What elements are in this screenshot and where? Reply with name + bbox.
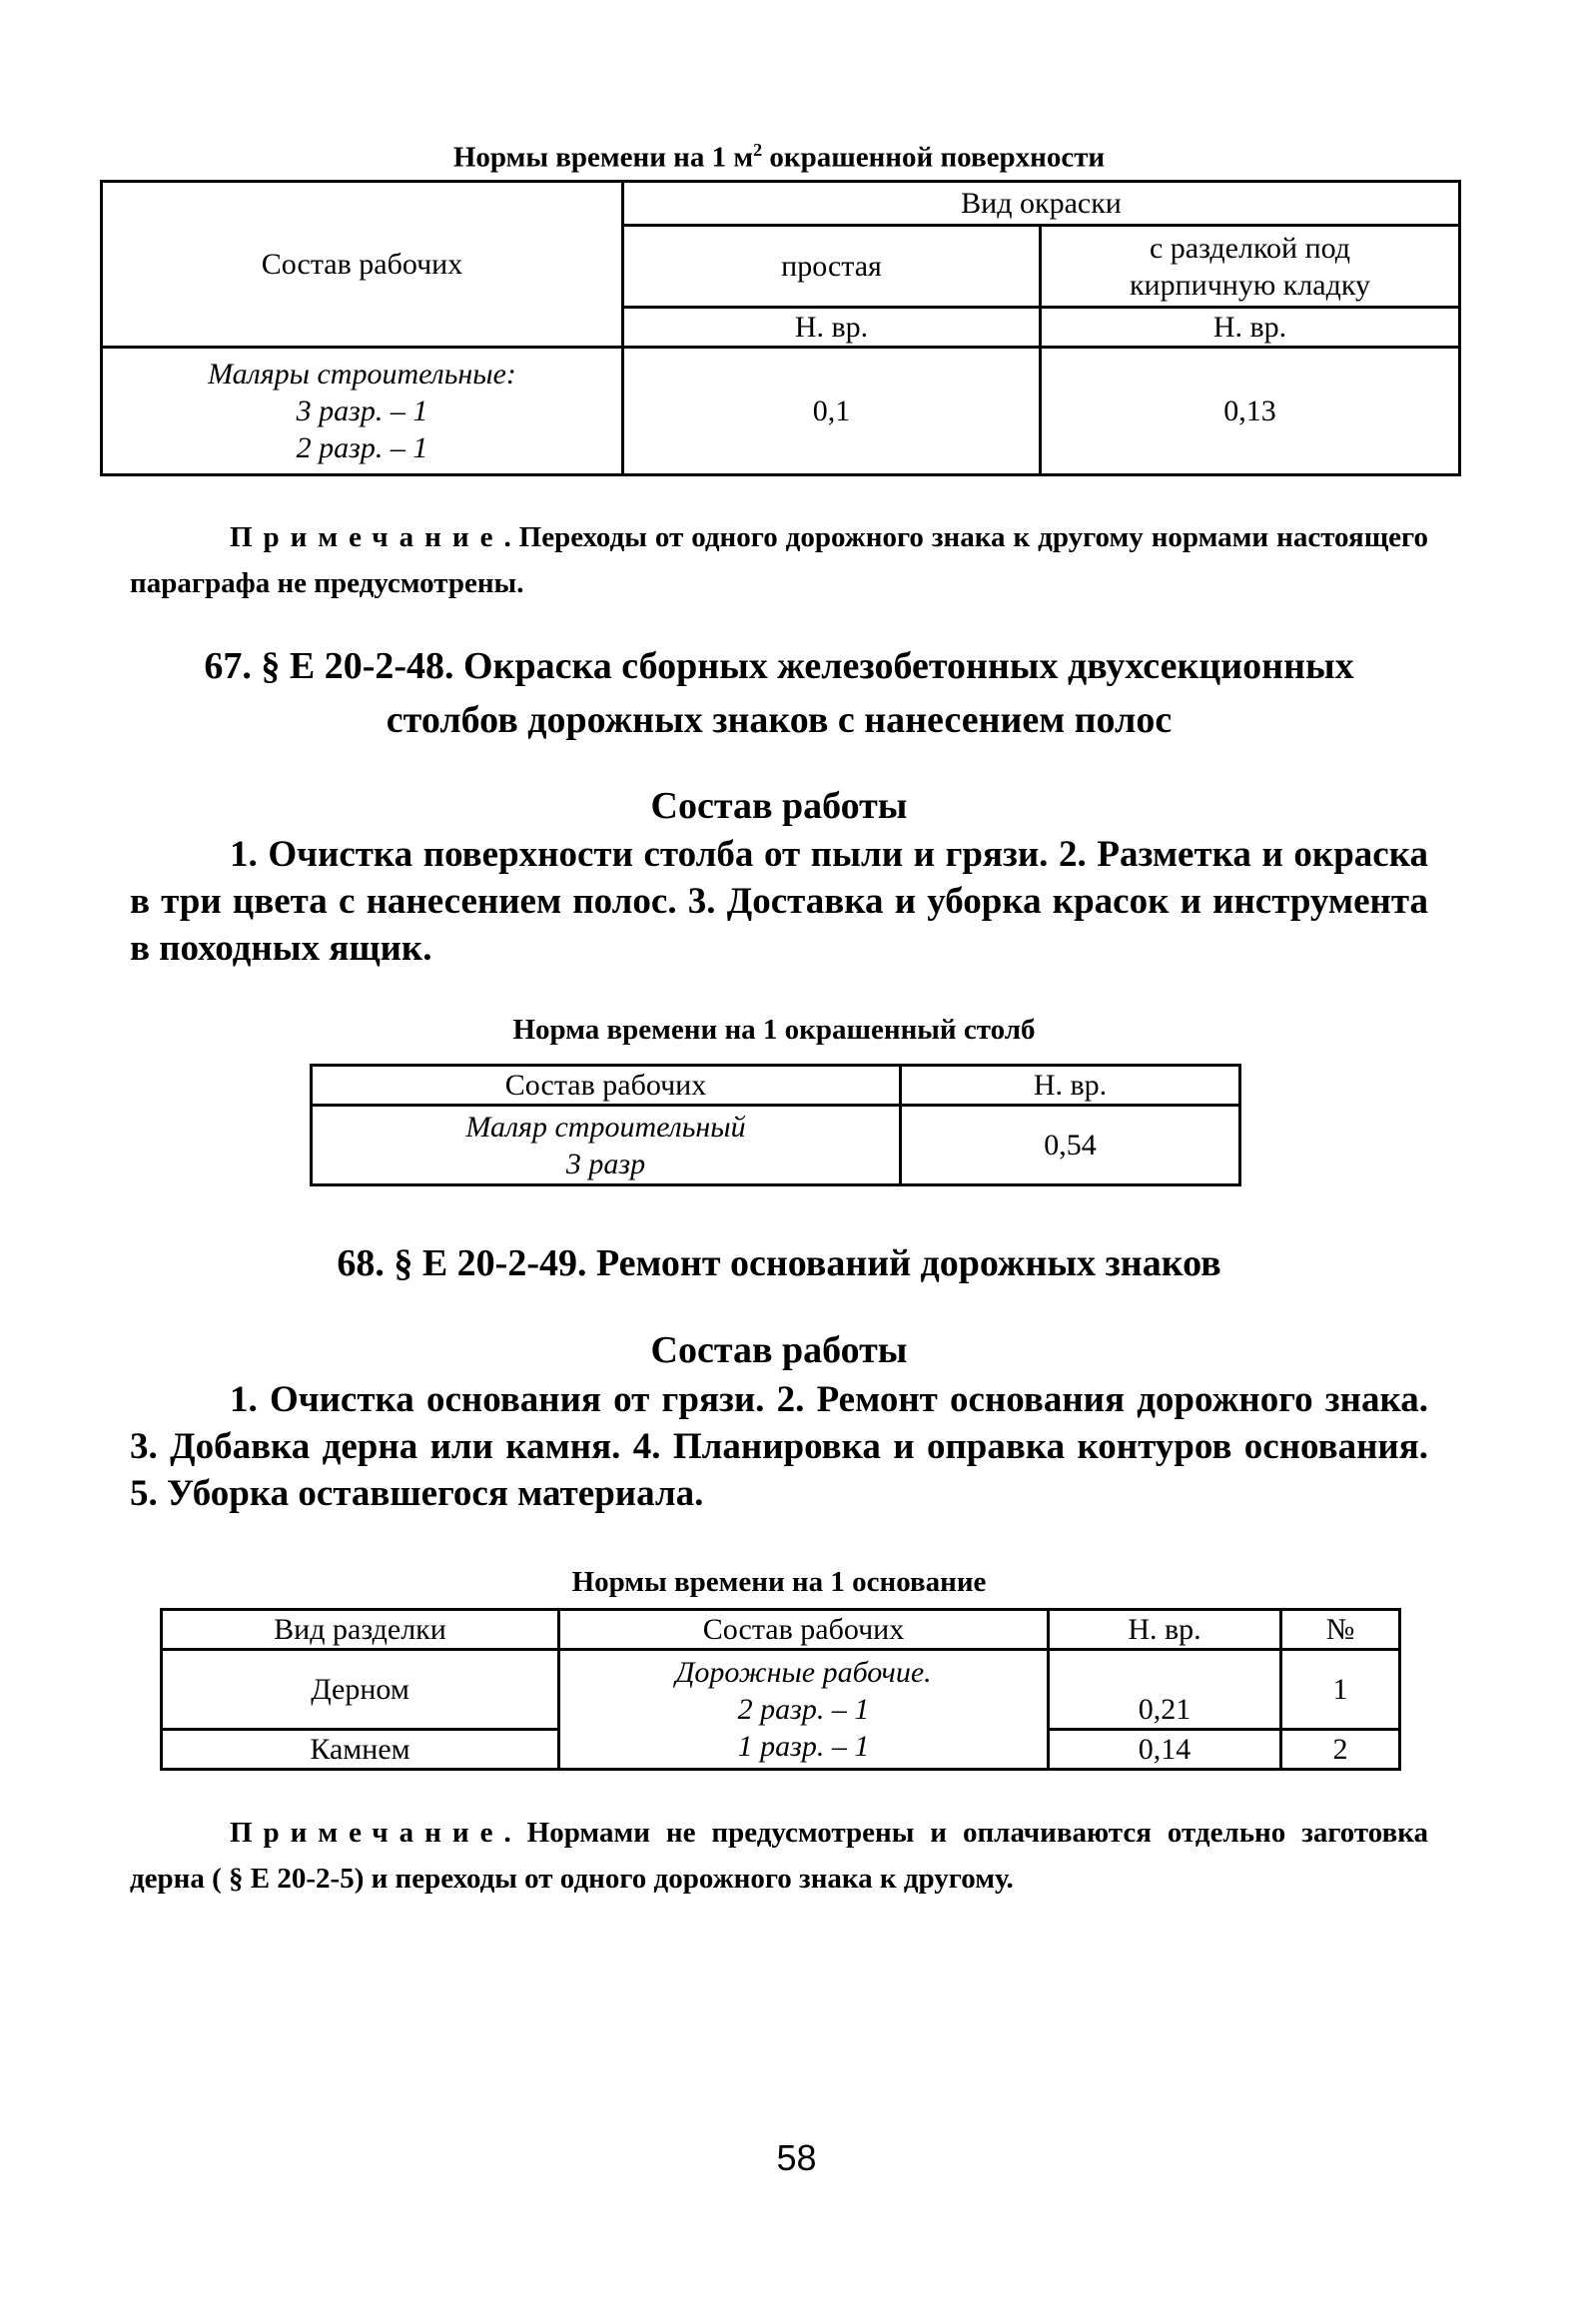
table2-header-unit: Н. вр. bbox=[901, 1066, 1240, 1106]
section67-heading-line2: столбов дорожных знаков с нанесением полос bbox=[386, 699, 1173, 741]
table1-row-title: Маляры строительные: bbox=[208, 358, 516, 390]
section67-heading bbox=[130, 639, 1428, 747]
table1-caption: Нормы времени на 1 $м^2$ окрашенной поверхности bbox=[452, 140, 1106, 174]
note2-label: Примечание bbox=[230, 1817, 504, 1849]
table1-header-brick bbox=[1041, 226, 1460, 308]
table3-header-type: Вид разделки bbox=[162, 1610, 559, 1650]
section68-text-body: 1. Очистка основания от грязи. 2. Ремонт основания дорожного знака. 3. Добавка дерна или камня. 4. Планировка и оправка контуров основания. 5. Уборка оставшегося материала. bbox=[130, 1379, 1428, 1514]
table2-header-workers: Состав рабочих bbox=[312, 1066, 901, 1106]
table2-caption: Норма времени на 1 окрашенный столб bbox=[512, 1014, 1036, 1046]
table1-unit-brick: Н. вр. bbox=[1041, 308, 1460, 348]
table1-row-workers bbox=[102, 348, 623, 475]
table1 bbox=[100, 180, 1461, 476]
table3-row1-value: 0,21 bbox=[1049, 1650, 1281, 1730]
note1-label: Примечание bbox=[230, 521, 504, 553]
section68-subtitle: Состав работы bbox=[650, 1329, 908, 1371]
table3-header-unit: Н. вр. bbox=[1049, 1610, 1281, 1650]
table1-header-simple: простая bbox=[623, 226, 1041, 308]
section67-text bbox=[130, 831, 1428, 972]
table1-header-brick-line1: с разделкой под bbox=[1149, 231, 1351, 265]
table3-caption: Нормы времени на 1 основание bbox=[571, 1566, 987, 1598]
table3-workers-line3: 1 разр. – 1 bbox=[737, 1730, 870, 1763]
table3-workers bbox=[559, 1650, 1049, 1770]
table1-header-brick-line2: кирпичную кладку bbox=[1129, 268, 1371, 302]
table3-row2-value: 0,14 bbox=[1049, 1730, 1281, 1770]
table3-row2-num: 2 bbox=[1281, 1730, 1400, 1770]
table2-row-line2: 3 разр bbox=[565, 1147, 646, 1180]
table2-row-workers bbox=[312, 1106, 901, 1185]
section67-text-body: 1. Очистка поверхности столба от пыли и грязи. 2. Разметка и окраска в три цвета с нанесением полос. 3. Доставка и уборка красок и инструмента в походных ящик. bbox=[130, 834, 1428, 969]
table2-value: 0,54 bbox=[901, 1106, 1240, 1185]
table3-row2-type: Камнем bbox=[162, 1730, 559, 1770]
table3-workers-line2: 2 разр. – 1 bbox=[737, 1693, 870, 1726]
table1-row-line2: 3 разр. – 1 bbox=[296, 394, 428, 427]
table3 bbox=[160, 1608, 1401, 1771]
note2-text: . Нормами не предусмотрены и оплачиваются отдельно заготовка дерна ( § Е 20-2-5) и переходы от одного дорожного знака к другому. bbox=[130, 1817, 1428, 1895]
table3-workers-line1: Дорожные рабочие. bbox=[675, 1656, 932, 1689]
table3-header-workers: Состав рабочих bbox=[559, 1610, 1049, 1650]
table1-unit-simple: Н. вр. bbox=[623, 308, 1041, 348]
table1-value-brick: 0,13 bbox=[1041, 348, 1460, 475]
table1-row-line3: 2 разр. – 1 bbox=[296, 431, 428, 464]
table1-value-simple: 0,1 bbox=[623, 348, 1041, 475]
table3-header-num: № bbox=[1281, 1610, 1400, 1650]
table2-row-line1: Маляр строительный bbox=[465, 1110, 746, 1144]
section68-heading: 68. § Е 20-2-49. Ремонт оснований дорожных знаков bbox=[337, 1242, 1221, 1284]
table1-header-workers: Состав рабочих bbox=[102, 182, 623, 348]
note1 bbox=[130, 514, 1428, 606]
page-number: 58 bbox=[776, 2137, 817, 2178]
section67-heading-line1: 67. § Е 20-2-48. Окраска сборных железобетонных двухсекционных bbox=[204, 645, 1354, 687]
table2 bbox=[310, 1064, 1241, 1186]
section68-text bbox=[130, 1376, 1428, 1517]
note2 bbox=[130, 1810, 1428, 1902]
table3-row1-type: Дерном bbox=[162, 1650, 559, 1730]
section67-subtitle: Состав работы bbox=[650, 785, 908, 827]
table1-header-paint-type: Вид окраски bbox=[623, 182, 1460, 226]
table3-row1-num: 1 bbox=[1281, 1650, 1400, 1730]
note1-text: . Переходы от одного дорожного знака к другому нормами настоящего параграфа не предусмотрены. bbox=[130, 521, 1428, 599]
